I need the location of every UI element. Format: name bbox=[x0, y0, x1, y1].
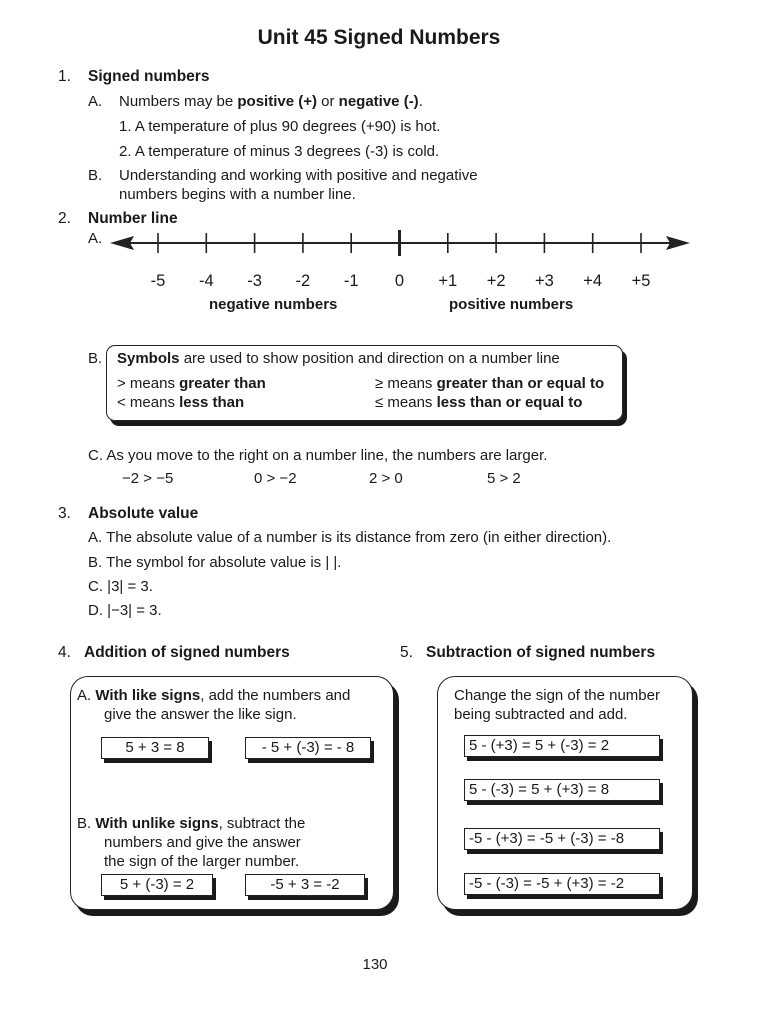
tick-label: -4 bbox=[198, 272, 214, 290]
c-example-3: 2 > 0 bbox=[369, 470, 403, 487]
addition-like-eq-1: 5 + 3 = 8 bbox=[101, 737, 209, 759]
tick-label: -1 bbox=[343, 272, 359, 290]
tick-label: +1 bbox=[438, 272, 458, 290]
section-4-heading: Addition of signed numbers bbox=[84, 644, 290, 661]
greater-than-row: > means greater than bbox=[117, 375, 266, 392]
section-5-number: 5. bbox=[400, 644, 413, 661]
s1-b-letter: B. bbox=[88, 167, 103, 184]
tick-label: +4 bbox=[583, 272, 603, 290]
subtraction-line1: Change the sign of the number bbox=[454, 687, 660, 704]
tick-label: -2 bbox=[295, 272, 311, 290]
c-example-4: 5 > 2 bbox=[487, 470, 521, 487]
tick-label: +3 bbox=[534, 272, 554, 290]
page-number: 130 bbox=[362, 956, 388, 973]
s2-a-letter: A. bbox=[88, 230, 103, 247]
tick-label: -5 bbox=[150, 272, 166, 290]
section-1-number: 1. bbox=[58, 68, 71, 85]
s1-a-letter: A. bbox=[88, 93, 103, 110]
symbols-intro: Symbols are used to show position and direction on a number line bbox=[117, 350, 560, 367]
subtraction-eq-4: -5 - (-3) = -5 + (+3) = -2 bbox=[464, 873, 660, 895]
section-5-heading: Subtraction of signed numbers bbox=[426, 644, 656, 661]
number-line bbox=[0, 228, 768, 260]
addition-a-line1: A. With like signs, add the numbers and bbox=[77, 687, 351, 704]
addition-b-line2: numbers and give the answer bbox=[104, 834, 301, 851]
addition-a-line2: give the answer the like sign. bbox=[104, 706, 297, 723]
section-2-heading: Number line bbox=[88, 210, 178, 227]
addition-unlike-eq-1: 5 + (-3) = 2 bbox=[101, 874, 213, 896]
s3-d-text: D. |−3| = 3. bbox=[88, 602, 162, 619]
s1-b-line1: Understanding and working with positive and negative bbox=[119, 167, 478, 184]
symbols-box bbox=[106, 345, 623, 421]
less-equal-row: ≤ means less than or equal to bbox=[375, 394, 583, 411]
c-example-1: −2 > −5 bbox=[122, 470, 174, 487]
section-1-heading: Signed numbers bbox=[88, 68, 210, 85]
subtraction-panel bbox=[437, 676, 693, 910]
tick-label: -3 bbox=[247, 272, 262, 290]
addition-unlike-eq-2: -5 + 3 = -2 bbox=[245, 874, 365, 896]
greater-equal-row: ≥ means greater than or equal to bbox=[375, 375, 605, 392]
tick-label: 0 bbox=[394, 272, 405, 290]
s1-a2-text: 2. A temperature of minus 3 degrees (-3) is cold. bbox=[119, 143, 440, 160]
addition-b-line1: B. With unlike signs, subtract the bbox=[77, 815, 306, 832]
s1-b-line2: numbers begins with a number line. bbox=[119, 186, 356, 203]
addition-like-eq-2: - 5 + (-3) = - 8 bbox=[245, 737, 371, 759]
subtraction-eq-1: 5 - (+3) = 5 + (-3) = 2 bbox=[464, 735, 660, 757]
s2-c-text: C. As you move to the right on a number line, the numbers are larger. bbox=[88, 447, 548, 464]
s1-a-text: Numbers may be positive (+) or negative (-). bbox=[119, 93, 423, 110]
section-2-number: 2. bbox=[58, 210, 71, 227]
addition-panel bbox=[70, 676, 394, 910]
s3-a-text: A. The absolute value of a number is its distance from zero (in either direction). bbox=[88, 529, 612, 546]
positive-numbers-label: positive numbers bbox=[449, 296, 574, 313]
subtraction-eq-3: -5 - (+3) = -5 + (-3) = -8 bbox=[464, 828, 660, 850]
subtraction-line2: being subtracted and add. bbox=[454, 706, 628, 723]
page-title: Unit 45 Signed Numbers bbox=[257, 26, 501, 49]
s3-b-text: B. The symbol for absolute value is | |. bbox=[88, 554, 342, 571]
s1-a1-text: 1. A temperature of plus 90 degrees (+90) is hot. bbox=[119, 118, 441, 135]
negative-numbers-label: negative numbers bbox=[209, 296, 338, 313]
tick-label: +2 bbox=[486, 272, 506, 290]
s2-b-letter: B. bbox=[88, 350, 103, 367]
tick-label: +5 bbox=[631, 272, 651, 290]
subtraction-eq-2: 5 - (-3) = 5 + (+3) = 8 bbox=[464, 779, 660, 801]
section-3-heading: Absolute value bbox=[88, 505, 199, 522]
section-4-number: 4. bbox=[58, 644, 71, 661]
addition-b-line3: the sign of the larger number. bbox=[104, 853, 300, 870]
section-3-number: 3. bbox=[58, 505, 71, 522]
s3-c-text: C. |3| = 3. bbox=[88, 578, 153, 595]
less-than-row: < means less than bbox=[117, 394, 245, 411]
c-example-2: 0 > −2 bbox=[254, 470, 297, 487]
